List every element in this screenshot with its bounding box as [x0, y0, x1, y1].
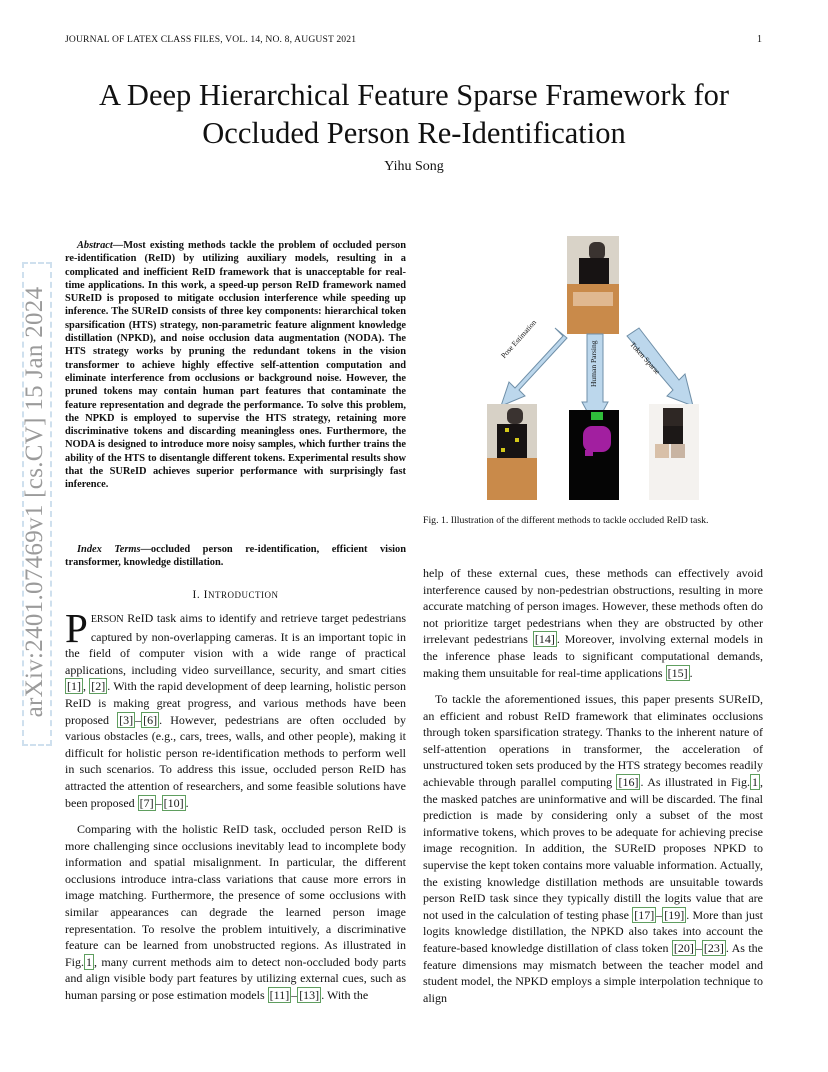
- page-number: 1: [757, 34, 762, 45]
- index-terms-label: Index Terms: [77, 544, 141, 555]
- figure-1-caption: Fig. 1. Illustration of the different methods to tackle occluded ReID task.: [423, 515, 709, 526]
- citation-17[interactable]: [17]: [634, 907, 655, 922]
- citation-link[interactable]: [89, 678, 107, 694]
- citation-7[interactable]: [7]: [139, 795, 154, 810]
- citation-2[interactable]: [2]: [91, 679, 106, 694]
- citation-link[interactable]: [632, 907, 656, 923]
- text-run: .: [689, 665, 693, 680]
- intro-paragraph-1: [65, 605, 406, 811]
- figure-ref-1[interactable]: 1: [86, 954, 93, 969]
- input-person-image: [567, 236, 619, 334]
- text-run: –: [695, 940, 702, 955]
- text-run: . With the: [321, 987, 369, 1002]
- text-run: ,: [83, 679, 90, 694]
- title-line-1: A Deep Hierarchical Feature Sparse Framework for: [98, 78, 730, 112]
- citation-link[interactable]: [138, 795, 156, 811]
- text-run: , the masked patches are uninformative and will be discarded. The final prediction is made by considering only a subset of the most informative tokens, which proves to be adequate for achieving precise image recognition. In addition, the SUReID proposes NPKD to supervise the kept token contains more valuable information. Actually, the existing knowledge distillation methods are unsuitable towards person ReID task since they typically distill the logits value that are not used in the calculation of testing phase: [423, 774, 763, 922]
- arrow-pose-estimation: [493, 324, 573, 414]
- citation-link[interactable]: [672, 940, 696, 956]
- arrow-label-parsing: Human Parsing: [589, 340, 598, 387]
- text-run: . However, pedestrians are often occluded by various obstacles (e.g., cars, trees, walls, and other people), making it difficult for holistic person re-identification methods to perform well in such scenarios. To address this issue, occluded person ReID has attracted the attention of researchers, and some feasible solutions have been proposed: [65, 712, 406, 810]
- text-run: ReID task aims to identify and retrieve target pedestrians captured by non-overlapping cameras. It is an important topic in the field of computer vision with a wide range of practical applications, including video surveillance, security, and smart cities: [65, 611, 406, 677]
- citation-19[interactable]: [19]: [664, 907, 685, 922]
- text-run: , many current methods aim to detect non-occluded body parts and align visible body part features by utilizing external cues, such as human parsing or pose estimation models: [65, 954, 406, 1002]
- citation-link[interactable]: [117, 712, 135, 728]
- text-run: –: [291, 987, 298, 1002]
- index-terms-text: occluded person re-identification, efficient vision transformer, knowledge distillation.: [65, 544, 406, 569]
- abstract-label: Abstract: [77, 240, 113, 251]
- text-run: .: [185, 795, 189, 810]
- abstract-text: Most existing methods tackle the problem of occluded person re-identification (ReID) by utilizing auxiliary models, resulting in a complicated and inefficient ReID framework that is unacceptable for real-time applications. In this work, a speed-up person ReID framework named SUReID is proposed to mitigate occlusion interference while speeding up inference. The SUReID consists of three key components: hierarchical token sparsification (HTS) strategy, non-parametric feature alignment knowledge distillation (NPKD), and noise occlusion data augmentation (NODA). The HTS strategy works by pruning the redundant tokens in the vision transformer to achieve highly effective self-attention computation and eliminate interference from occlusions or background noise. However, the pruned tokens may contain human part features that contaminate the feature representation and degrade the performance. To solve this problem, the NPKD is employed to supervise the HTS strategy, retaining more discriminative tokens and discarding meaningless ones. Furthermore, the NODA is designed to introduce more noisy samples, which further trains the ability of the HTS to disentangle different tokens. Experimental results show that the SUReID achieves superior performance with surprisingly fast inference.: [65, 240, 406, 491]
- figure-1: [423, 228, 763, 508]
- section-title-rest: NTRODUCTION: [207, 590, 279, 600]
- drop-cap: P: [65, 605, 88, 651]
- pose-estimation-image: [487, 404, 537, 500]
- text-run: –: [135, 712, 142, 727]
- figure-ref-1[interactable]: 1: [752, 774, 758, 789]
- citation-16[interactable]: [16]: [618, 774, 639, 789]
- text-run: –: [656, 907, 663, 922]
- section-numeral: I.: [192, 589, 201, 601]
- citation-link[interactable]: [533, 631, 557, 647]
- index-terms: Index Terms—occluded person re-identification, efficient vision transformer, knowledge distillation.: [65, 544, 406, 569]
- text-run: . More than just logits knowledge distillation, the NPKD also takes into account the feature-based knowledge distillation of class token: [423, 907, 763, 955]
- citation-link[interactable]: [702, 940, 726, 956]
- text-run: –: [155, 795, 162, 810]
- citation-15[interactable]: [15]: [667, 665, 688, 680]
- section-heading-introduction: [65, 589, 406, 601]
- citation-11[interactable]: [11]: [269, 987, 290, 1002]
- citation-link[interactable]: [141, 712, 159, 728]
- citation-20[interactable]: [20]: [673, 940, 694, 955]
- running-header: JOURNAL OF LATEX CLASS FILES, VOL. 14, NO. 8, AUGUST 2021: [65, 34, 357, 45]
- text-run: Comparing with the holistic ReID task, occluded person ReID is more challenging since occlusions inevitably lead to incomplete body information and spatial misalignment. In particular, the different occlusions introduce intra-class variations that cause more errors in image matching. Furthermore, the presence of some occlusions with similar appearances can degrade the learned person image representation. To resolve the problem intuitively, a discriminative feature can be learned from unobstructed regions. As illustrated in Fig.: [65, 822, 406, 969]
- abstract: Abstract—Most existing methods tackle the problem of occluded person re-identification (ReID) by utilizing auxiliary models, resulting in a complicated and inefficient ReID framework that is unacceptable for real-time applications. In this work, a speed-up person ReID framework named SUReID is proposed to mitigate occlusion interference while speeding up inference. The SUReID consists of three key components: hierarchical token sparsification (HTS) strategy, non-parametric feature alignment knowledge distillation (NPKD), and noise occlusion data augmentation (NODA). The HTS strategy works by pruning the redundant tokens in the vision transformer to achieve highly effective self-attention computation and eliminate interference from occlusions or background noise. However, the pruned tokens may contain human part features that contaminate the feature representation and degrade the performance. To solve this problem, the NPKD is employed to supervise the HTS strategy, retaining more discriminative tokens and discarding meaningless ones. Furthermore, the NODA is designed to introduce more noisy samples, which further trains the ability of the HTS to disentangle different tokens. Experimental results show that the SUReID achieves superior performance with surprisingly fast inference.: [65, 240, 406, 491]
- token-sparse-image: [649, 404, 699, 500]
- intro-paragraph-3: [423, 565, 763, 681]
- text-run: . As illustrated in Fig.: [640, 774, 750, 789]
- arrow-label-pose: Pose Estimation: [499, 317, 539, 361]
- citation-link[interactable]: [662, 907, 686, 923]
- figure-link[interactable]: [750, 774, 760, 790]
- citation-14[interactable]: [14]: [534, 632, 555, 647]
- figure-link[interactable]: [84, 954, 94, 970]
- text-run: . Moreover, involving external models in the inference phase leads to significant computational demands, making them unsuitable for real-time applications: [423, 632, 763, 680]
- paper-title: [40, 76, 788, 152]
- citation-link[interactable]: [297, 987, 321, 1003]
- text-run: . As the feature dimensions may mismatch between the teacher model and student model, the NPKD employs a simple interpolation technique to align: [423, 940, 763, 1005]
- text-run: help of these external cues, these methods can effectively avoid interference caused by non-pedestrian obstructions, resulting in more accurate matching of person images. However, these methods often do not prioritize target pedestrians when they are obstructed by other irrelevant pedestrians: [423, 566, 763, 647]
- citation-link[interactable]: [268, 987, 292, 1003]
- citation-1[interactable]: [1]: [67, 679, 81, 694]
- citation-link[interactable]: [162, 795, 186, 811]
- citation-link[interactable]: [65, 678, 83, 694]
- citation-link[interactable]: [616, 774, 640, 790]
- citation-3[interactable]: [3]: [119, 712, 134, 727]
- arxiv-watermark[interactable]: arXiv:2401.07469v1 [cs.CV] 15 Jan 2024: [21, 286, 48, 718]
- citation-10[interactable]: [10]: [163, 795, 184, 810]
- intro-paragraph-4: [423, 691, 763, 1006]
- author-name: Yihu Song: [384, 159, 444, 174]
- citation-23[interactable]: [23]: [703, 940, 724, 955]
- intro-paragraph-2: [65, 821, 406, 1004]
- lead-word: ERSON: [90, 614, 124, 625]
- citation-13[interactable]: [13]: [299, 987, 320, 1002]
- title-line-2: Occluded Person Re-Identification: [202, 116, 626, 150]
- human-parsing-image: [569, 410, 619, 500]
- arrow-label-token: Token Sparse: [628, 340, 663, 377]
- text-run: To tackle the aforementioned issues, this paper presents SUReID, an efficient and robust ReID framework that eliminates occlusions through token sparsification strategy. Thanks to the inherent nature of self-attention operations in transformer, the acceleration of unstructured token sets produced by the HTS strategy becomes readily achievable through parallel computing: [423, 692, 763, 789]
- citation-link[interactable]: [666, 665, 690, 681]
- section-title-first: I: [203, 589, 208, 601]
- citation-6[interactable]: [6]: [143, 712, 158, 727]
- text-run: . With the rapid development of deep learning, holistic person ReID is making great progress, and various methods have been proposed: [65, 679, 406, 727]
